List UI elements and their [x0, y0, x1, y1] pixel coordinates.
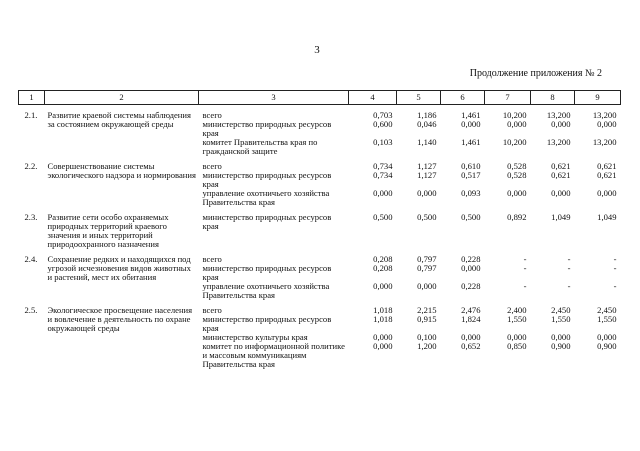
value-cell: - — [613, 254, 617, 265]
value-cell: 1,200 — [417, 341, 437, 352]
value-cell: 0,000 — [373, 332, 393, 343]
value-cell: 1,140 — [417, 137, 437, 148]
row-name: Экологическое просвещение населения и вовлечение в деятельность по охране окружающей среды — [47, 305, 193, 334]
value-cell: 2,450 — [551, 305, 571, 316]
value-cell: 0,621 — [597, 170, 617, 181]
value-cell: 2,215 — [417, 305, 437, 316]
header-cell: 8 — [531, 91, 575, 105]
value-cell: 0,621 — [597, 161, 617, 172]
value-cell: 13,200 — [546, 137, 571, 148]
header-cell: 3 — [199, 91, 349, 105]
value-cell: - — [613, 263, 617, 274]
agency-cell: комитет Правительства края по гражданской защите — [202, 137, 318, 157]
value-cell: 0,850 — [507, 341, 527, 352]
value-cell: 0,093 — [461, 188, 481, 199]
value-cell: 0,208 — [373, 254, 393, 265]
appendix-table — [18, 90, 621, 369]
agency-cell: министерство природных ресурсов края — [202, 314, 332, 334]
value-cell: 0,915 — [417, 314, 437, 325]
agency-cell: всего — [202, 161, 222, 172]
value-cell: 0,000 — [507, 119, 527, 130]
value-cell: - — [567, 254, 571, 265]
value-cell: 0,100 — [417, 332, 437, 343]
value-cell: 0,000 — [461, 119, 481, 130]
row-name: Развитие краевой системы наблюдения за состоянием окружающей среды — [47, 110, 191, 130]
value-cell: 0,892 — [507, 212, 527, 223]
value-cell: - — [613, 281, 617, 292]
value-cell: 1,461 — [461, 110, 481, 120]
row-code: 2.1. — [24, 110, 38, 120]
value-cell: 0,797 — [417, 254, 437, 265]
value-cell: 13,200 — [546, 110, 571, 120]
header-cell: 9 — [575, 91, 621, 105]
value-cell: 2,476 — [461, 305, 481, 316]
value-cell: 1,018 — [373, 314, 393, 325]
value-cell: 0,228 — [461, 254, 481, 265]
value-cell: 0,000 — [597, 332, 617, 343]
value-cell: 1,550 — [551, 314, 571, 325]
value-cell: 0,000 — [417, 281, 437, 292]
value-cell: 0,500 — [461, 212, 481, 223]
value-cell: 1,127 — [417, 170, 437, 181]
page-number: 3 — [314, 44, 320, 56]
value-cell: 0,046 — [417, 119, 437, 130]
value-cell: 0,000 — [507, 332, 527, 343]
agency-cell: комитет по информационной политике и массовым коммуникациям Правительства края — [202, 341, 345, 370]
value-cell: 13,200 — [592, 110, 617, 120]
agency-cell: всего — [202, 305, 222, 316]
value-cell: 0,000 — [373, 188, 393, 199]
value-cell: 1,824 — [461, 314, 481, 325]
table-body — [19, 105, 621, 370]
value-cell: 10,200 — [502, 110, 527, 120]
value-cell: 0,000 — [551, 332, 571, 343]
header-cell: 1 — [19, 91, 45, 105]
value-cell: 0,000 — [597, 188, 617, 199]
value-cell: 0,000 — [373, 341, 393, 352]
value-cell: 0,517 — [461, 170, 481, 181]
value-cell: 0,000 — [417, 188, 437, 199]
row-code: 2.3. — [24, 212, 38, 223]
value-cell: 0,734 — [373, 161, 393, 172]
header-cell: 4 — [349, 91, 397, 105]
row-name: Развитие сети особо охраняемых природных территорий краевого значения и иных территорий природоохранного назначения — [47, 212, 169, 250]
row-code: 2.4. — [24, 254, 38, 265]
value-cell: 0,228 — [461, 281, 481, 292]
value-cell: 10,200 — [502, 137, 527, 148]
value-cell: 0,000 — [597, 119, 617, 130]
header-cell: 7 — [485, 91, 531, 105]
value-cell: 0,652 — [461, 341, 481, 352]
value-cell: 0,000 — [461, 332, 481, 343]
row-code: 2.2. — [24, 161, 38, 172]
continuation-title: Продолжение приложения № 2 — [469, 68, 602, 79]
value-cell: 0,621 — [551, 161, 571, 172]
value-cell: 1,049 — [551, 212, 571, 223]
header-row — [19, 91, 621, 105]
value-cell: - — [567, 281, 571, 292]
agency-cell: министерство природных ресурсов края — [202, 212, 332, 232]
value-cell: 1,550 — [597, 314, 617, 325]
value-cell: 0,000 — [551, 119, 571, 130]
agency-cell: министерство культуры края — [202, 332, 308, 343]
value-cell: 0,500 — [417, 212, 437, 223]
value-cell: 0,208 — [373, 263, 393, 274]
value-cell: 0,900 — [551, 341, 571, 352]
value-cell: 0,703 — [373, 110, 393, 120]
value-cell: 2,400 — [507, 305, 527, 316]
value-cell: 1,186 — [417, 110, 437, 120]
agency-cell: министерство природных ресурсов края — [202, 263, 332, 283]
agency-cell: всего — [202, 110, 222, 120]
agency-cell: министерство природных ресурсов края — [202, 119, 332, 139]
agency-cell: управление охотничьего хозяйства Правительства края — [202, 188, 330, 208]
agency-cell: всего — [202, 254, 222, 265]
value-cell: 0,103 — [373, 137, 393, 148]
value-cell: 0,528 — [507, 161, 527, 172]
value-cell: - — [523, 281, 527, 292]
table-row — [19, 213, 621, 249]
value-cell: 0,000 — [461, 263, 481, 274]
value-cell: 1,049 — [597, 212, 617, 223]
value-cell: 0,610 — [461, 161, 481, 172]
value-cell: 0,600 — [373, 119, 393, 130]
value-cell: 0,900 — [597, 341, 617, 352]
value-cell: 0,000 — [507, 188, 527, 199]
header-cell: 2 — [45, 91, 199, 105]
header-cell: 6 — [441, 91, 485, 105]
row-name: Сохранение редких и находящихся под угрозой исчезновения видов животных и растений, мест их обитания — [47, 254, 191, 283]
value-cell: 0,734 — [373, 170, 393, 181]
value-cell: 0,000 — [373, 281, 393, 292]
value-cell: 2,450 — [597, 305, 617, 316]
value-cell: - — [523, 254, 527, 265]
header-cell: 5 — [397, 91, 441, 105]
value-cell: 1,018 — [373, 305, 393, 316]
value-cell: 0,500 — [373, 212, 393, 223]
value-cell: 0,000 — [551, 188, 571, 199]
row-code: 2.5. — [24, 305, 38, 316]
value-cell: 1,127 — [417, 161, 437, 172]
value-cell: - — [567, 263, 571, 274]
agency-cell: управление охотничьего хозяйства Правительства края — [202, 281, 330, 301]
value-cell: 0,621 — [551, 170, 571, 181]
value-cell: 0,528 — [507, 170, 527, 181]
agency-cell: министерство природных ресурсов края — [202, 170, 332, 190]
value-cell: - — [523, 263, 527, 274]
value-cell: 0,797 — [417, 263, 437, 274]
row-name: Совершенствование системы экологического надзора и нормирования — [47, 161, 196, 181]
value-cell: 1,461 — [461, 137, 481, 148]
value-cell: 1,550 — [507, 314, 527, 325]
value-cell: 13,200 — [592, 137, 617, 148]
